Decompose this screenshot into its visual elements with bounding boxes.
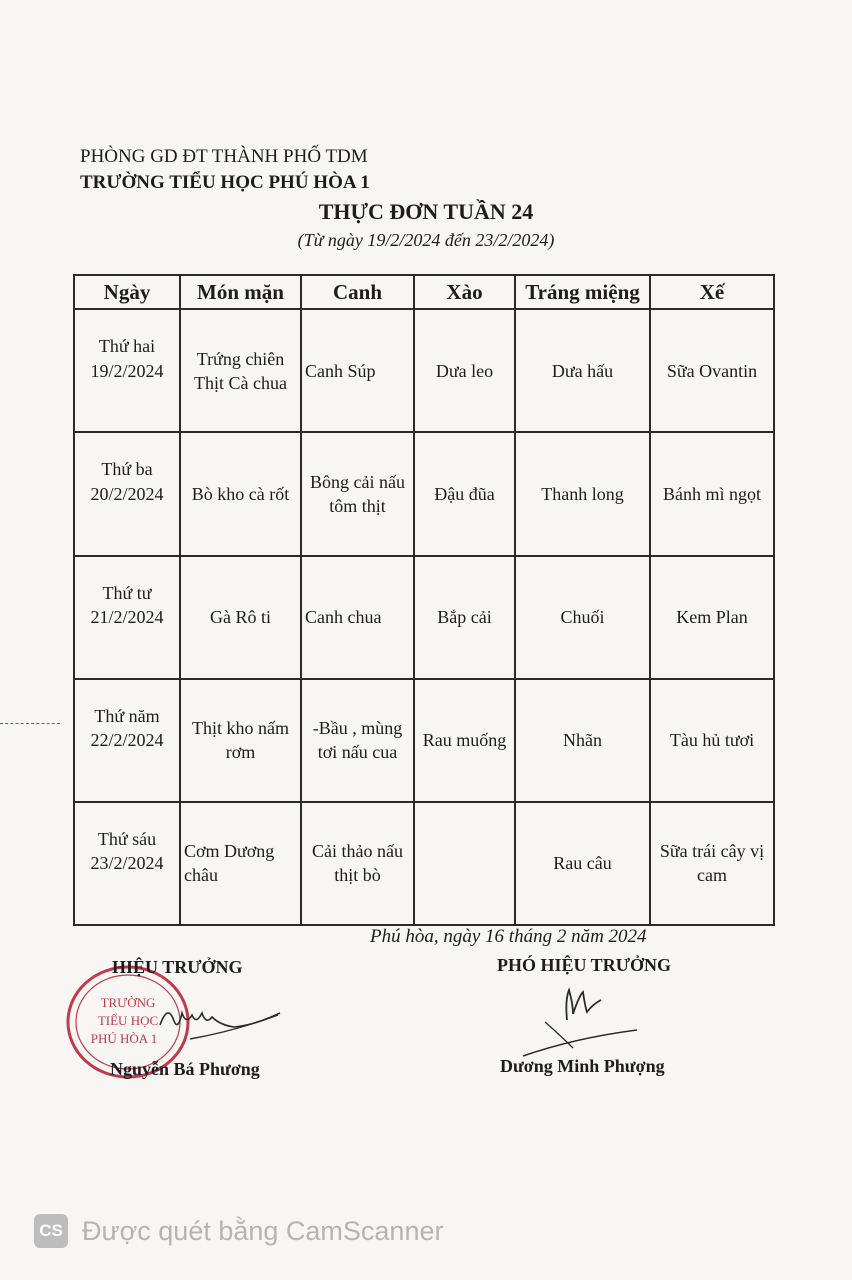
date: 19/2/2024 [90, 360, 164, 381]
stir-fry-cell: Đậu đũa [414, 432, 515, 555]
snack-cell: Tàu hủ tươi [650, 679, 774, 802]
column-header-snack: Xế [650, 275, 774, 309]
school-name: TRƯỜNG TIỂU HỌC PHÚ HÒA 1 [80, 172, 370, 193]
menu-date-range: (Từ ngày 19/2/2024 đến 23/2/2024) [297, 230, 555, 250]
vice-principal-title: PHÓ HIỆU TRƯỞNG [497, 955, 672, 975]
camscanner-text: Được quét bằng CamScanner [82, 1215, 444, 1246]
soup-cell: Cải thảo nấu thịt bò [301, 802, 414, 925]
day-cell [74, 679, 180, 802]
weekday: Thứ năm [94, 705, 160, 726]
date: 22/2/2024 [90, 730, 164, 751]
stamp-line-2: TIỂU HỌC [97, 1013, 159, 1028]
table-row [74, 802, 774, 925]
snack-cell: Sữa trái cây vị cam [650, 802, 774, 925]
camscanner-watermark [34, 1214, 443, 1248]
column-header-soup: Canh [301, 275, 414, 309]
place-and-date: Phú hòa, ngày 16 tháng 2 năm 2024 [370, 926, 647, 947]
table-row [74, 309, 774, 432]
snack-cell: Bánh mì ngọt [650, 432, 774, 555]
principal-signature [150, 995, 285, 1045]
main-dish-cell: Trứng chiên Thịt Cà chua [180, 309, 301, 432]
dessert-cell: Nhãn [515, 679, 650, 802]
stir-fry-cell: Bắp cải [414, 556, 515, 679]
weekly-menu-table [73, 274, 775, 926]
stir-fry-cell [414, 802, 515, 925]
stamp-line-1: TRƯỜNG [100, 995, 156, 1010]
date: 20/2/2024 [90, 483, 164, 504]
menu-title: THỰC ĐƠN TUẦN 24 [318, 199, 534, 224]
stir-fry-cell: Rau muống [414, 679, 515, 802]
dessert-cell: Dưa hấu [515, 309, 650, 432]
weekday: Thứ hai [98, 336, 156, 357]
stamp-line-3: PHÚ HÒA 1 [90, 1031, 158, 1046]
weekday: Thứ sáu [97, 828, 157, 849]
vice-principal-name: Dương Minh Phượng [500, 1056, 665, 1076]
soup-cell: Canh Súp [301, 309, 414, 432]
day-cell [74, 802, 180, 925]
main-dish-cell: Bò kho cà rốt [180, 432, 301, 555]
snack-cell: Sữa Ovantin [650, 309, 774, 432]
date: 21/2/2024 [90, 606, 164, 627]
table-header-row [74, 275, 774, 309]
weekday: Thứ tư [102, 582, 152, 603]
principal-name: Nguyễn Bá Phương [110, 1059, 260, 1079]
dessert-cell: Rau câu [515, 802, 650, 925]
table-row [74, 556, 774, 679]
table-row [74, 679, 774, 802]
department-name: PHÒNG GD ĐT THÀNH PHỐ TDM [80, 146, 368, 167]
soup-cell: -Bầu , mùng tơi nấu cua [301, 679, 414, 802]
weekday: Thứ ba [101, 459, 153, 480]
main-dish-cell: Cơm Dương châu [180, 802, 301, 925]
dessert-cell: Thanh long [515, 432, 650, 555]
principal-title: HIỆU TRƯỞNG [112, 957, 243, 977]
stir-fry-cell: Dưa leo [414, 309, 515, 432]
day-cell [74, 432, 180, 555]
column-header-main-dish: Món mặn [180, 275, 301, 309]
main-dish-cell: Gà Rô ti [180, 556, 301, 679]
column-header-dessert: Tráng miệng [515, 275, 650, 309]
snack-cell: Kem Plan [650, 556, 774, 679]
dessert-cell: Chuối [515, 556, 650, 679]
column-header-day: Ngày [74, 275, 180, 309]
column-header-stir-fry: Xào [414, 275, 515, 309]
camscanner-logo-icon: CS [34, 1214, 68, 1248]
soup-cell: Bông cải nấu tôm thịt [301, 432, 414, 555]
margin-fold-mark [0, 723, 60, 724]
main-dish-cell: Thịt kho nấm rơm [180, 679, 301, 802]
soup-cell: Canh chua [301, 556, 414, 679]
day-cell [74, 309, 180, 432]
table-row [74, 432, 774, 555]
vice-principal-signature [515, 982, 645, 1062]
day-cell [74, 556, 180, 679]
date: 23/2/2024 [90, 853, 164, 874]
